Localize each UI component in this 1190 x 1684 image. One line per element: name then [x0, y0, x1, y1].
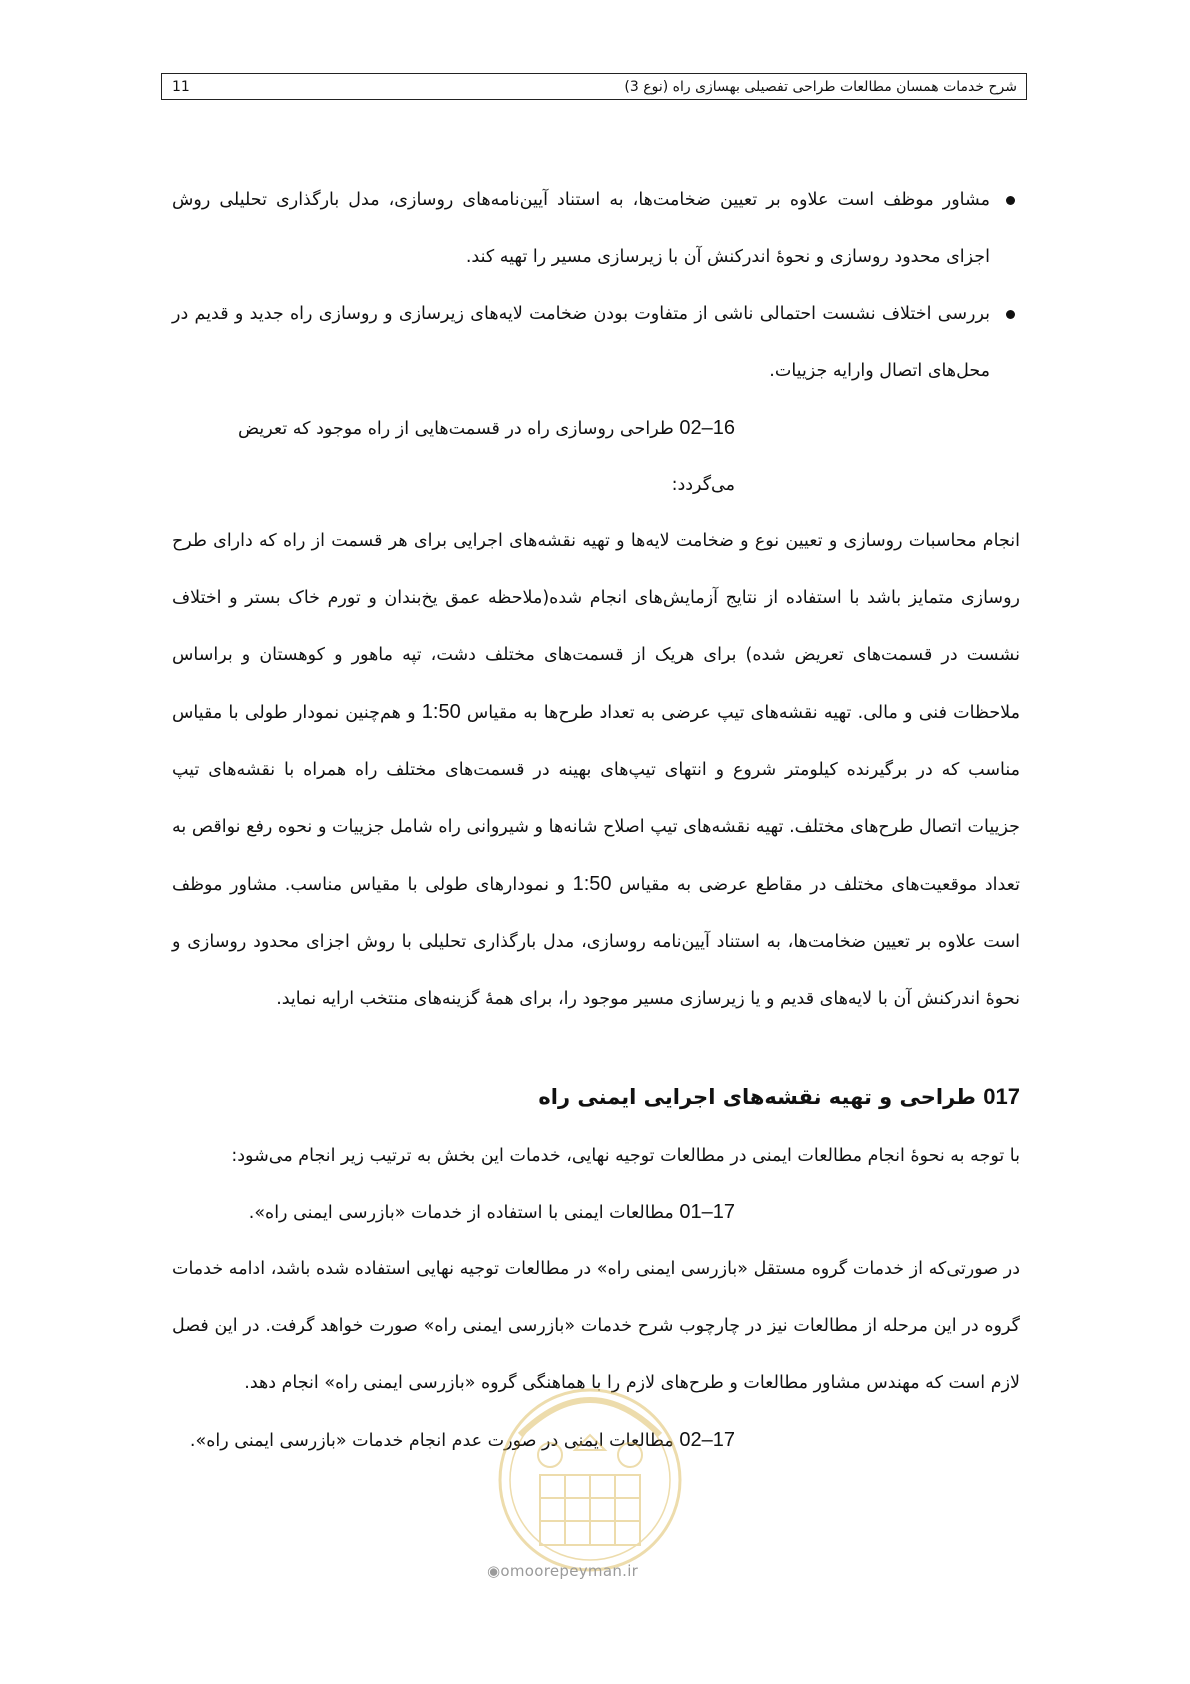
- bullet-text: مشاور موظف است علاوه بر تعیین ضخامت‌ها، به استناد آیین‌نامه‌های روسازی، مدل بارگذاری تحلیلی روش اجزای محدود روسازی و نحوۀ اندرکنش آن با زیرسازی مسیر را تهیه کند.: [172, 190, 990, 267]
- section-title: طراحی و تهیه نقشه‌های اجرایی ایمنی راه: [538, 1085, 976, 1109]
- page-number: 11: [172, 78, 190, 95]
- subsection-heading-17-01: [172, 1184, 1020, 1241]
- subsection-heading-16-02: [172, 400, 1020, 513]
- bullet-text: بررسی اختلاف نشست احتمالی ناشی از متفاوت بودن ضخامت لایه‌های زیرسازی و روسازی راه جدید و قدیم در محل‌های اتصال وارایه جزییات.: [172, 304, 990, 381]
- subsection-number: 17–02: [679, 1429, 735, 1451]
- section-intro: با توجه به نحوۀ انجام مطالعات ایمنی در مطالعات توجیه نهایی، خدمات این بخش به ترتیب زیر انجام می‌شود:: [231, 1146, 1020, 1166]
- watermark-domain-text: omoorepeyman.ir: [500, 1562, 639, 1580]
- bullet-icon: [1006, 310, 1015, 319]
- paragraph-16-02: [172, 513, 1020, 1028]
- scale-value: 1:50: [421, 701, 461, 723]
- bullet-list: [172, 172, 1020, 400]
- subsection-number: 17–01: [679, 1201, 735, 1223]
- header-title: شرح خدمات همسان مطالعات طراحی تفصیلی بهسازی راه (نوع 3): [624, 78, 1017, 95]
- subsection-number: 16–02: [679, 417, 735, 439]
- at-icon: ◉: [487, 1562, 501, 1580]
- subsection-title: طراحی روسازی راه در قسمت‌هایی از راه موجود که تعریض می‌گردد:: [237, 419, 735, 495]
- bullet-icon: [1006, 196, 1015, 205]
- paragraph-text: و نمودارهای طولی با مقیاس مناسب. مشاور موظف است علاوه بر تعیین ضخامت‌ها، به استناد آیین‌نامه روسازی، مدل بارگذاری تحلیلی با روش اجزای محدود روسازی و نحوۀ اندرکنش آن با لایه‌های قدیم و یا زیرسازی مسیر موجود را، برای همۀ گزینه‌های منتخب ارایه نماید.: [172, 875, 1020, 1009]
- scale-value: 1:50: [572, 873, 612, 895]
- paragraph-17-01: در صورتی‌که از خدمات گروه مستقل «بازرسی ایمنی راه» در مطالعات توجیه نهایی استفاده شده باشد، ادامه خدمات گروه در این مرحله از مطالعات نیز در چارچوب شرح خدمات «بازرسی ایمنی راه» صورت خواهد گرفت. در این فصل لازم است که مهندس مشاور مطالعات و طرح‌های لازم را با هماهنگی گروه «بازرسی ایمنی راه» انجام دهد.: [172, 1259, 1020, 1393]
- page-content: [172, 172, 1020, 1469]
- watermark-domain: [487, 1562, 638, 1580]
- section-heading-017: [172, 1068, 1020, 1126]
- subsection-title: مطالعات ایمنی در صورت عدم انجام خدمات «بازرسی ایمنی راه».: [189, 1431, 674, 1451]
- paragraph-text: انجام محاسبات روسازی و تعیین نوع و ضخامت لایه‌ها و تهیه نقشه‌های اجرایی برای هر قسمت از راه که دارای طرح روسازی متمایز باشد با استفاده از نتایج آزمایش‌های انجام شده(ملاحظه عمق یخ‌بندان و تورم خاک بستر و اختلاف نشست در قسمت‌های تعریض شده) برای هریک از قسمت‌های مختلف دشت، تپه ماهور و کوهستان و براساس ملاحظات فنی و مالی. تهیه نقشه‌های تیپ عرضی به تعداد طرح‌ها به مقیاس: [172, 531, 1020, 723]
- list-item: [172, 286, 1020, 400]
- page-header: [161, 73, 1027, 100]
- subsection-title: مطالعات ایمنی با استفاده از خدمات «بازرسی ایمنی راه».: [248, 1203, 674, 1223]
- subsection-heading-17-02: [172, 1412, 1020, 1469]
- section-number: 017: [983, 1084, 1020, 1109]
- list-item: [172, 172, 1020, 286]
- paragraph-text: و هم‌چنین نمودار طولی با مقیاس مناسب که در برگیرنده کیلومتر شروع و انتهای تیپ‌های بهینه در قسمت‌های مختلف راه همراه با نقشه‌های تیپ جزییات اتصال طرح‌های مختلف. تهیه نقشه‌های تیپ اصلاح شانه‌ها و شیروانی راه شامل جزییات و نحوه رفع نواقص به تعداد موقعیت‌های مختلف در مقاطع عرضی به مقیاس: [172, 703, 1020, 895]
